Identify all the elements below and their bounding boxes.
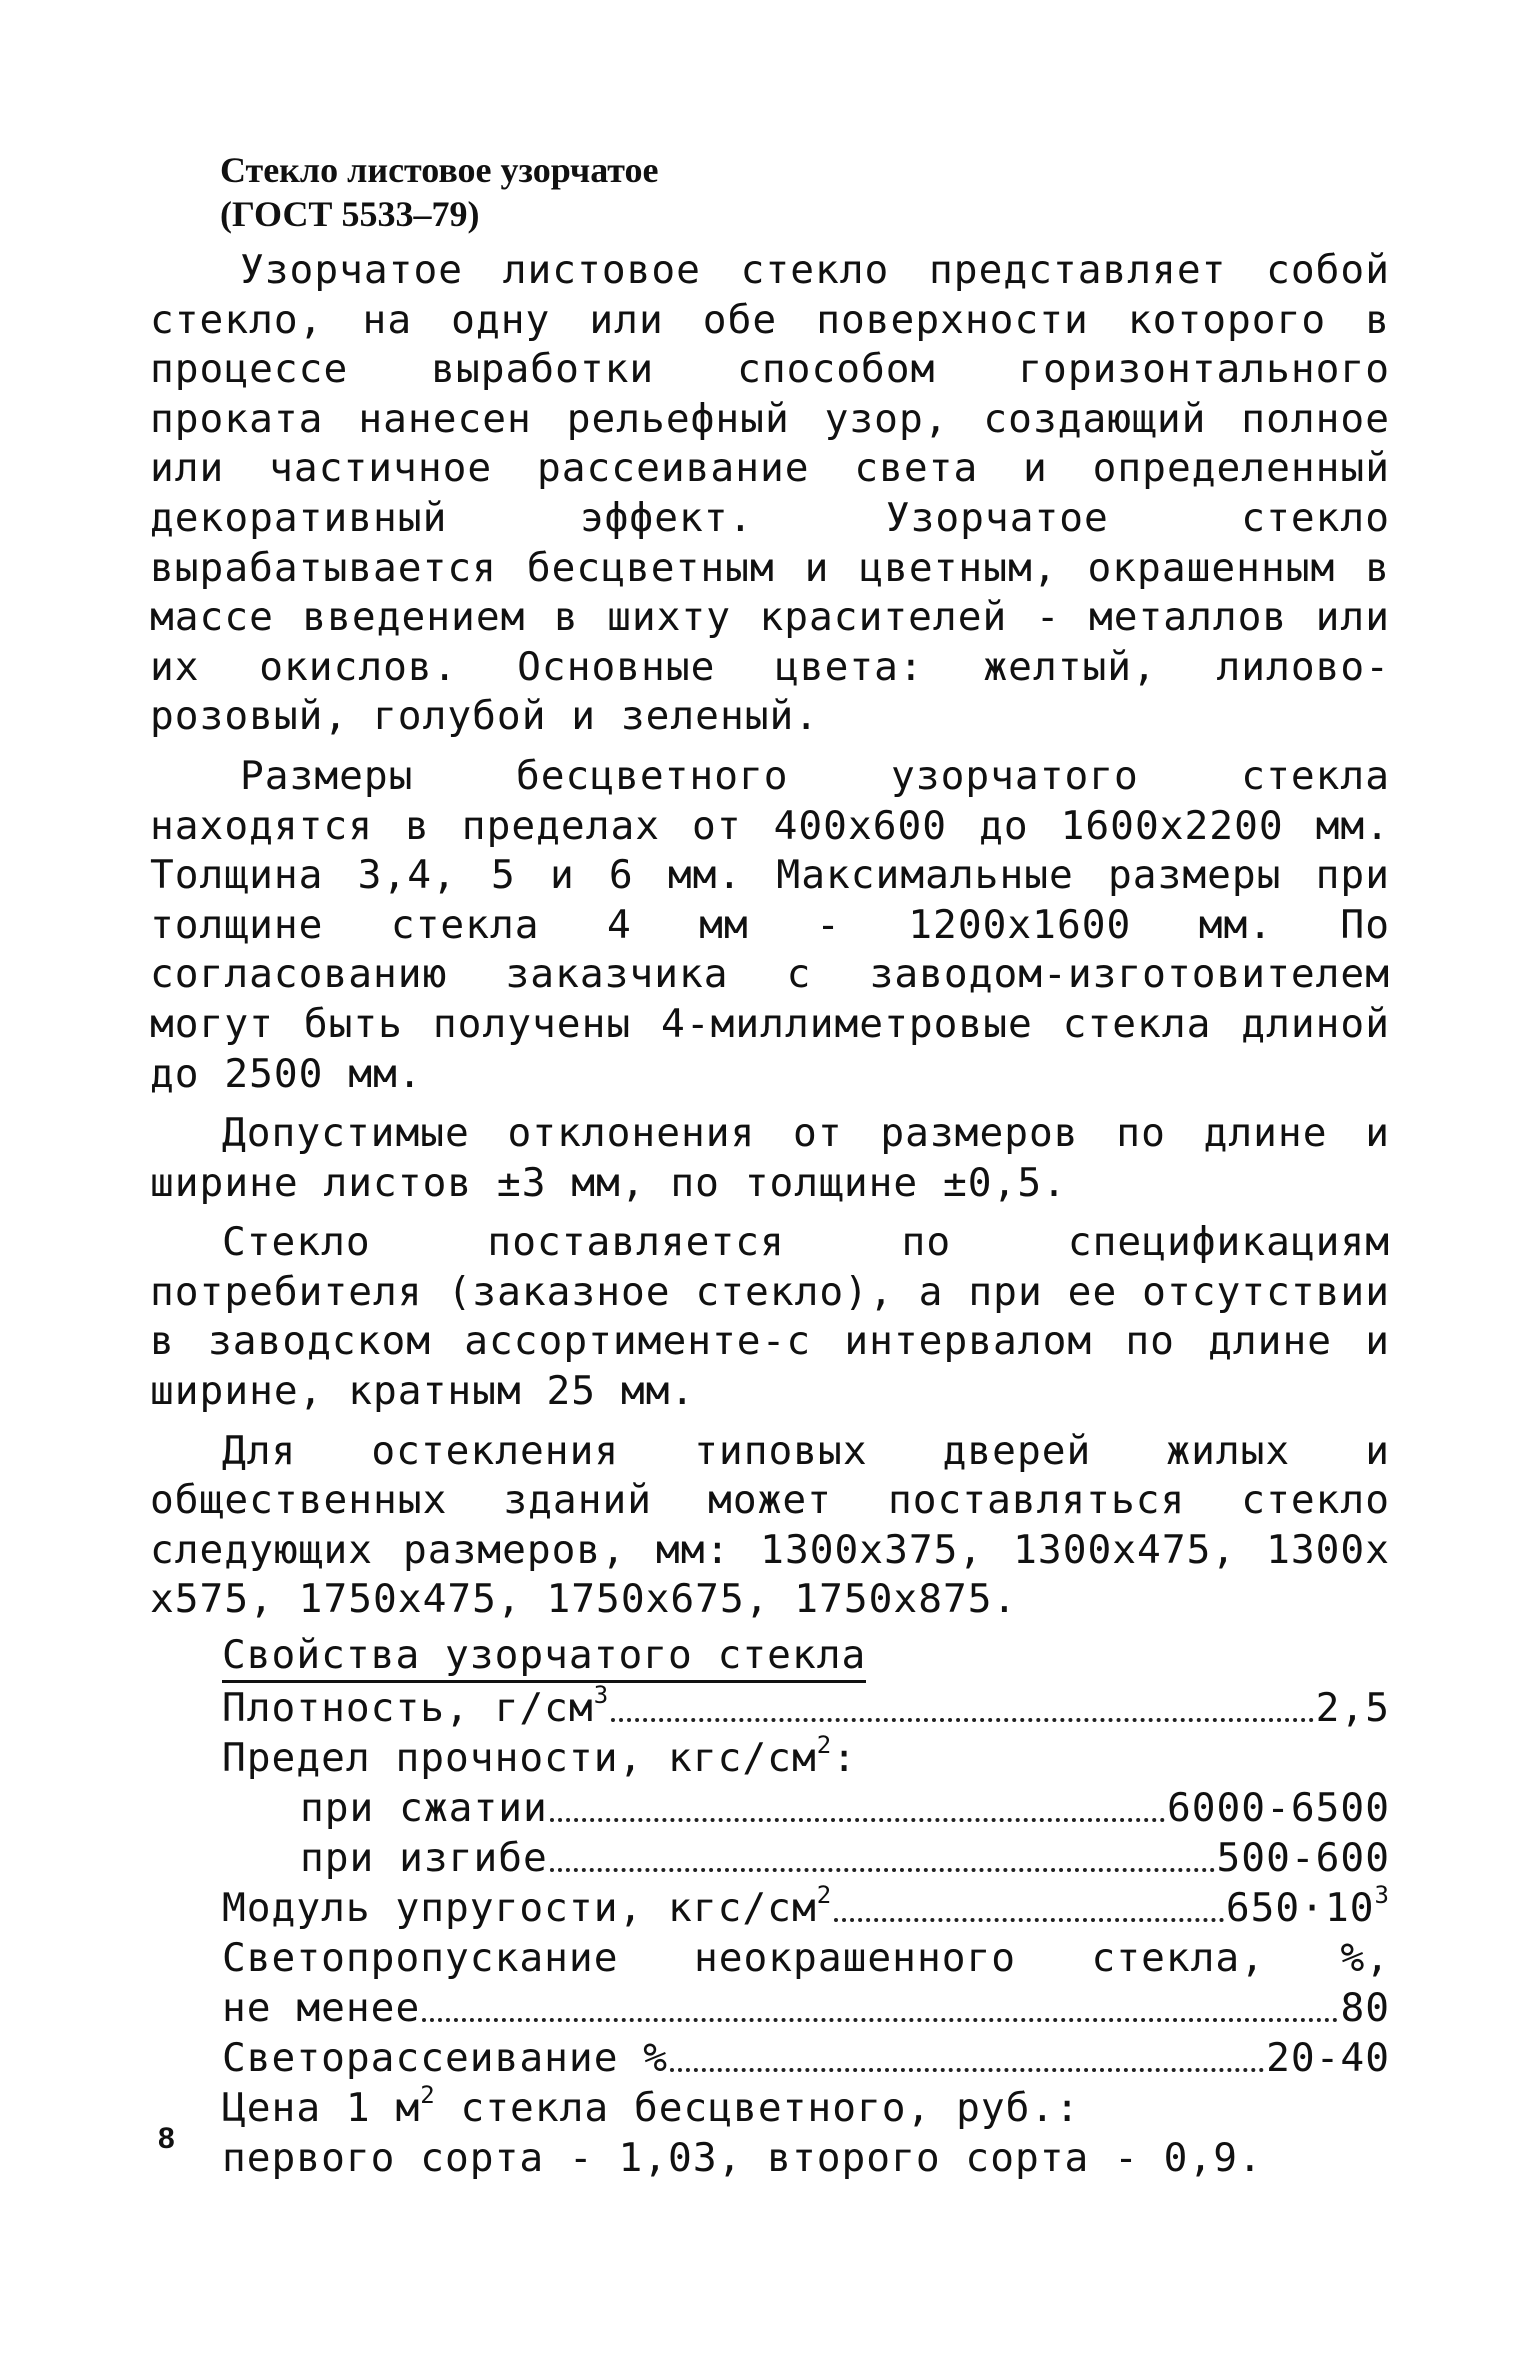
transmission-label-word1: Светопропускание (222, 1935, 619, 1982)
leader-dots (834, 1918, 1224, 1922)
article-body (150, 246, 1390, 2183)
modulus-value: 650·10 (1225, 1885, 1375, 1932)
paragraph-tolerances: Допустимые отклонения от размеров по длине и ширине листов ±3 мм, по толщине ±0,5. (150, 1110, 1390, 1206)
bending-value: 500-600 (1216, 1835, 1390, 1882)
property-modulus (222, 1883, 1390, 1933)
modulus-label: Модуль упругости, кгс/см (222, 1885, 817, 1932)
modulus-unit-exponent: 2 (816, 1881, 833, 1910)
paragraph-supply: Стекло поставляется по спецификациям потребителя (заказное стекло), а при ее отсутствии в заводском ассортименте-с интервалом по длине и ширине, кратным 25 мм. (150, 1219, 1390, 1415)
density-value: 2,5 (1315, 1685, 1390, 1732)
properties-block (150, 1631, 1390, 2183)
paragraph-description: Узорчатое листовое стекло представляет собой стекло, на одну или обе поверхности которого в процессе выработки способом горизонтального проката нанесен рельефный узор, создающий полное или частичное рассеивание света и определенный декоративный эффект. Узорчатое стекло вырабатывается бесцветным и цветным, окрашенным в массе введением в шихту красителей - металлов или их окислов. Основные цвета: желтый, лилово-розовый, голубой и зеленый. (150, 247, 1390, 740)
transmission-value: 80 (1340, 1985, 1390, 2032)
transmission-label-word4: %, (1340, 1935, 1390, 1982)
density-unit-exponent: 3 (593, 1681, 610, 1710)
density-label: Плотность, г/см (222, 1685, 594, 1732)
properties-title: Свойства узорчатого стекла (222, 1632, 866, 1683)
heading-standard: (ГОСТ 5533–79) (220, 194, 480, 234)
transmission-label-cont: не менее (222, 1985, 421, 2032)
price-unit-exponent: 2 (420, 2081, 436, 2110)
strength-unit-exponent: 2 (816, 1731, 833, 1760)
property-compression (300, 1783, 1390, 1833)
property-density (222, 1683, 1390, 1733)
leader-dots (550, 1868, 1215, 1872)
price-label-rest: стекла бесцветного, руб.: (435, 2085, 1081, 2132)
compression-value: 6000-6500 (1166, 1785, 1390, 1832)
property-transmission-heading (222, 1933, 1390, 1983)
heading-title: Стекло листовое узорчатое (220, 150, 659, 190)
property-strength-heading (222, 1733, 1390, 1783)
transmission-label-word3: стекла, (1091, 1935, 1265, 1982)
transmission-label-word2: неокрашенного (693, 1935, 1017, 1982)
bending-label: при изгибе (300, 1835, 548, 1882)
price-values: первого сорта - 1,03, второго сорта - 0,9. (222, 2135, 1263, 2182)
leader-dots (422, 2018, 1338, 2022)
property-bending (300, 1833, 1390, 1883)
scattering-value: 20-40 (1266, 2035, 1390, 2082)
property-scattering (222, 2033, 1390, 2083)
paragraph-door-glazing: Для остекления типовых дверей жилых и общественных зданий может поставляться стекло следующих размеров, мм: 1300х375, 1300х475, 1300х х575, 1750х475, 1750х675, 1750х875. (150, 1427, 1390, 1623)
modulus-value-exponent: 3 (1374, 1881, 1390, 1910)
strength-colon: : (832, 1735, 857, 1782)
price-label: Цена 1 м (222, 2085, 421, 2132)
property-transmission (222, 1983, 1390, 2033)
page-number: 8 (158, 2122, 175, 2155)
scattering-label: Светорассеивание % (222, 2035, 669, 2082)
leader-dots (611, 1718, 1313, 1722)
strength-label: Предел прочности, кгс/см (222, 1735, 817, 1782)
compression-label: при сжатии (300, 1785, 548, 1832)
price-heading (222, 2083, 1390, 2133)
paragraph-sizes: Размеры бесцветного узорчатого стекла находятся в пределах от 400х600 до 1600х2200 мм. Толщина 3,4, 5 и 6 мм. Максимальные размеры при толщине стекла 4 мм - 1200х1600 мм. По согласованию заказчика с заводом-изготовителем могут быть получены 4-миллиметровые стекла длиной до 2500 мм. (150, 752, 1390, 1097)
section-heading (220, 148, 658, 236)
leader-dots (550, 1818, 1165, 1822)
leader-dots (670, 2068, 1264, 2072)
